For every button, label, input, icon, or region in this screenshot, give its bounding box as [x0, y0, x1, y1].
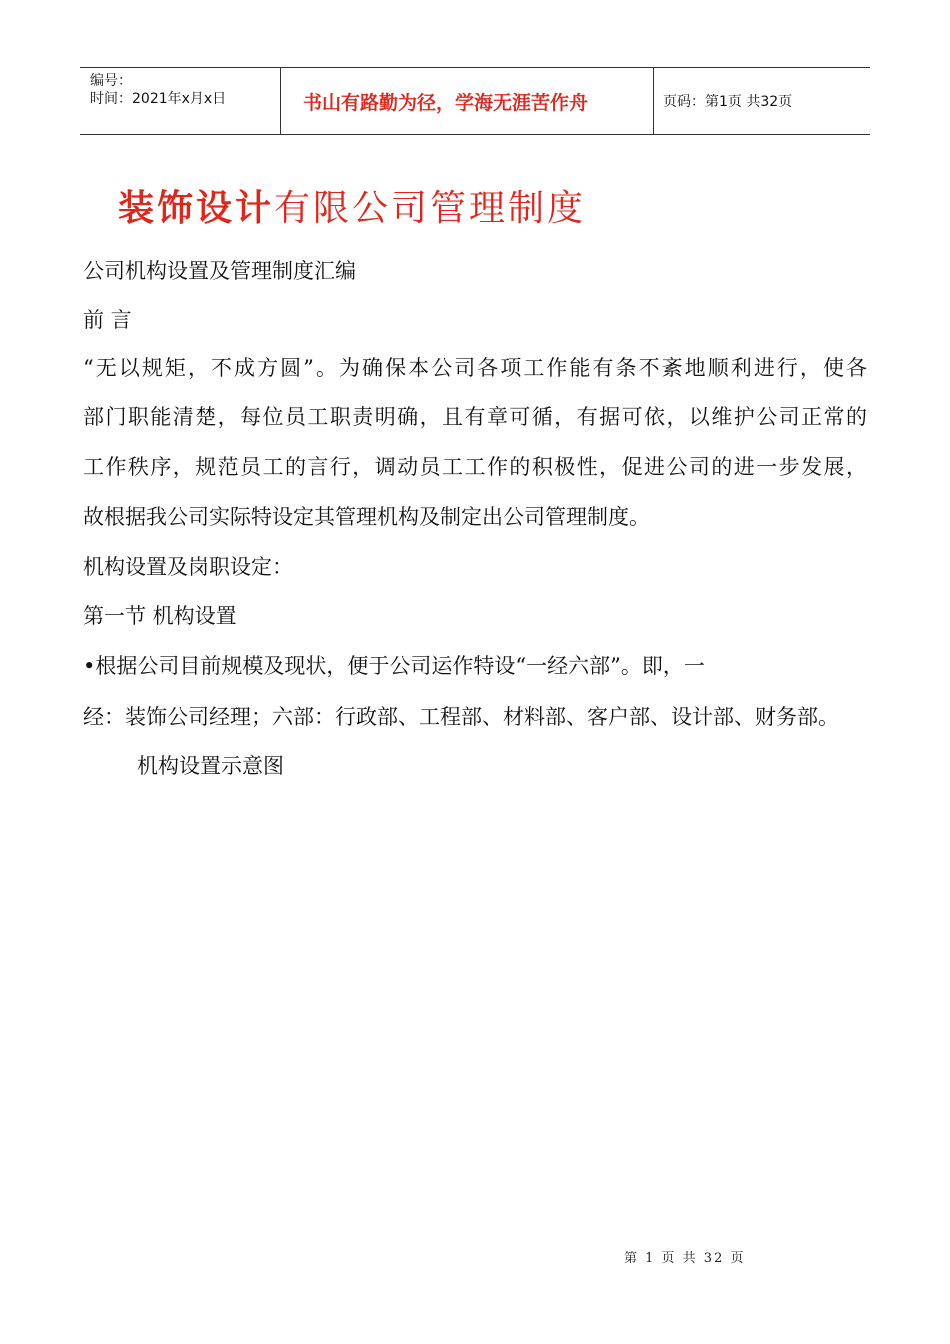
motto-text: 书山有路勤为径，学海无涯苦作舟: [303, 91, 589, 114]
header-motto-cell: [281, 68, 654, 134]
section-heading: 机构设置及岗职设定：: [83, 555, 293, 579]
section-one-heading: 第一节 机构设置: [83, 604, 237, 628]
paragraph-line-4: 故根据我公司实际特设定其管理机构及制定出公司管理制度。: [83, 505, 650, 529]
paragraph-line-2: 部门职能清楚，每位员工职责明确，且有章可循，有据可依，以维护公司正常的: [83, 405, 867, 429]
header-meta-cell: [80, 68, 281, 134]
page-info: 页码：第1页 共32页: [663, 94, 793, 110]
title-regular-part: 有限公司管理制度: [274, 188, 587, 229]
preface-heading: 前 言: [83, 308, 132, 332]
time-label: 时间：2021年x月x日: [90, 91, 227, 107]
number-label: 编号：: [90, 73, 132, 89]
title-bold-part: 装饰设计: [118, 188, 275, 229]
subtitle: 公司机构设置及管理制度汇编: [83, 259, 356, 283]
diagram-caption: 机构设置示意图: [137, 754, 284, 778]
header-table: [80, 67, 870, 135]
paragraph-line-3: 工作秩序，规范员工的言行，调动员工工作的积极性，促进公司的进一步发展，: [83, 455, 867, 479]
paragraph-line-1: “无以规矩，不成方圆”。为确保本公司各项工作能有条不紊地顺利进行，使各: [83, 356, 867, 380]
bullet-line-1: •根据公司目前规模及现状，便于公司运作特设“一经六部”。即，一: [83, 654, 705, 678]
document-title: [118, 180, 586, 231]
page-footer: 第 1 页 共 32 页: [624, 1251, 746, 1266]
header-page-cell: [654, 68, 870, 134]
bullet-line-2: 经：装饰公司经理；六部：行政部、工程部、材料部、客户部、设计部、财务部。: [83, 705, 839, 729]
